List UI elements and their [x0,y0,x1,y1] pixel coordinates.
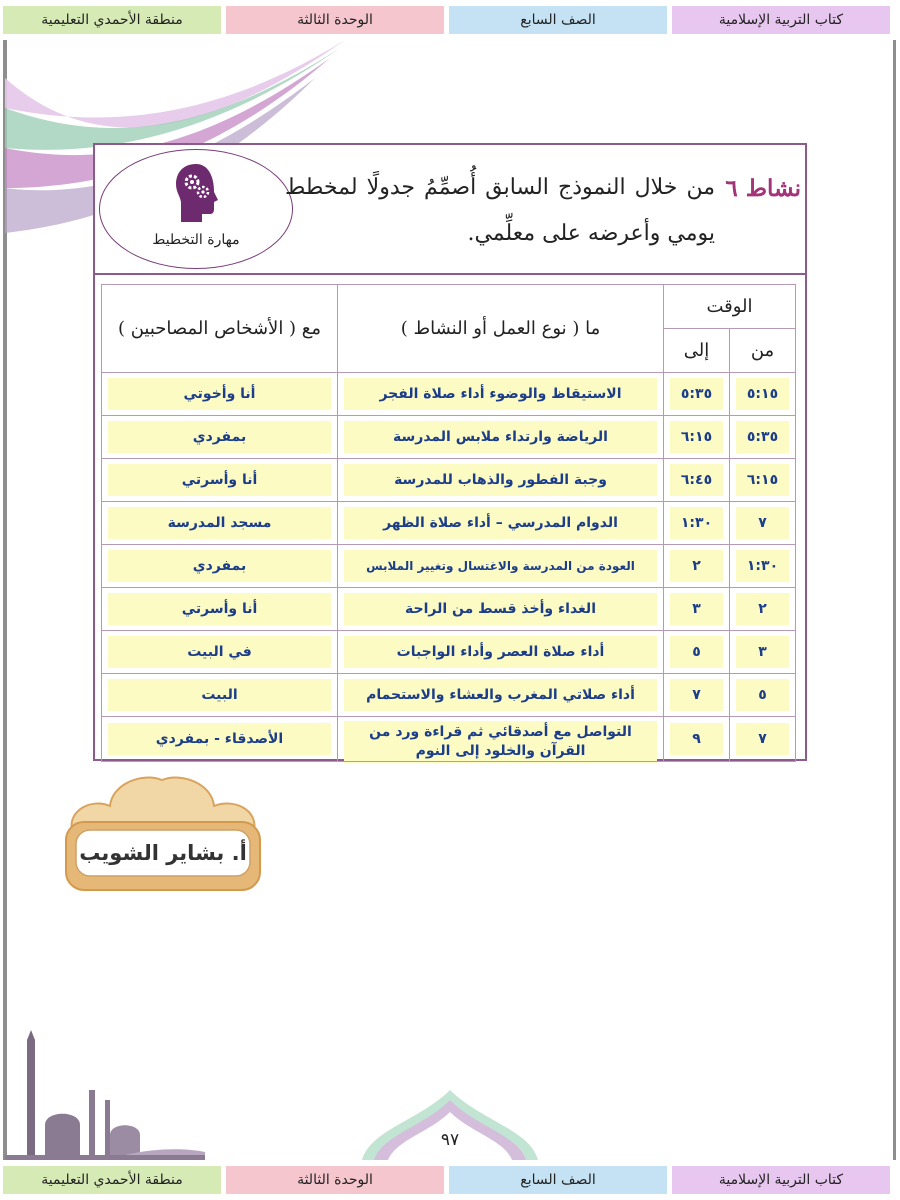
mosque-silhouette [5,1030,205,1160]
table-row [102,674,796,717]
activity-instruction: من خلال النموذج السابق أُصمِّمُ جدولًا لمخطط يومي وأعرضه على معلِّمي. [285,175,715,246]
header-from: من [730,329,796,373]
cell-activity: أداء صلاة العصر وأداء الواجبات [344,636,657,668]
cell-from: ١:٣٠ [736,550,789,582]
cell-activity: وجبة الفطور والذهاب للمدرسة [344,464,657,496]
cell-with: مسجد المدرسة [108,507,331,539]
cell-activity: العودة من المدرسة والاغتسال وتغيير الملابس [344,550,657,582]
cell-from: ٦:١٥ [736,464,789,496]
cell-activity: الدوام المدرسي – أداء صلاة الظهر [344,507,657,539]
daily-schedule-table [101,284,796,762]
cell-to: ١:٣٠ [670,507,723,539]
cell-to: ٦:٤٥ [670,464,723,496]
cell-to: ٥:٣٥ [670,378,723,410]
cell-with: بمفردي [108,421,331,453]
cell-with: أنا وأسرتي [108,593,331,625]
cell-to: ٧ [670,679,723,711]
cell-with: في البيت [108,636,331,668]
head-gears-icon [174,162,220,224]
header-time: الوقت [664,285,796,329]
header-activity: ما ( نوع العمل أو النشاط ) [338,285,664,373]
page-number-dome [360,1090,540,1162]
activity-number: نشاط ٦ [725,175,801,202]
footer-unit: الوحدة الثالثة [226,1166,444,1194]
cell-activity: التواصل مع أصدقائي ثم قراءة ورد من القرآن والخلود إلى النوم [344,721,657,763]
bottom-footer [0,1166,900,1194]
cell-to: ٩ [670,723,723,755]
table-row [102,631,796,674]
cell-from: ٧ [736,507,789,539]
footer-grade: الصف السابع [449,1166,667,1194]
header-unit: الوحدة الثالثة [226,6,444,34]
cell-with: الأصدقاء - بمفردي [108,723,331,755]
cell-to: ٢ [670,550,723,582]
teacher-cloud-frame [62,770,264,896]
teacher-name: أ. بشاير الشويب [79,841,247,865]
header-to: إلى [664,329,730,373]
cell-with: أنا وأخوتي [108,378,331,410]
table-row [102,459,796,502]
footer-region: منطقة الأحمدي التعليمية [3,1166,221,1194]
cell-to: ٦:١٥ [670,421,723,453]
right-margin-rule [893,40,896,1160]
top-header [0,6,900,34]
cell-from: ٢ [736,593,789,625]
cell-to: ٥ [670,636,723,668]
cell-activity: الغداء وأخذ قسط من الراحة [344,593,657,625]
table-row [102,545,796,588]
activity-header [95,145,805,275]
cell-from: ٥ [736,679,789,711]
cell-with: بمفردي [108,550,331,582]
table-row [102,416,796,459]
cell-from: ٥:٣٥ [736,421,789,453]
cell-with: البيت [108,679,331,711]
cell-from: ٥:١٥ [736,378,789,410]
table-row [102,588,796,631]
table-row [102,502,796,545]
table-row [102,373,796,416]
header-book: كتاب التربية الإسلامية [672,6,890,34]
page-number: ٩٧ [440,1130,460,1150]
footer-book: كتاب التربية الإسلامية [672,1166,890,1194]
skill-label: مهارة التخطيط [152,232,240,248]
header-grade: الصف السابع [449,6,667,34]
cell-from: ٣ [736,636,789,668]
cell-with: أنا وأسرتي [108,464,331,496]
header-region: منطقة الأحمدي التعليمية [3,6,221,34]
cell-activity: الاستيقاظ والوضوء أداء صلاة الفجر [344,378,657,410]
cell-activity: أداء صلاتي المغرب والعشاء والاستحمام [344,679,657,711]
header-with: مع ( الأشخاص المصاحبين ) [102,285,338,373]
skill-badge [99,149,293,269]
cell-to: ٣ [670,593,723,625]
table-row [102,717,796,762]
cell-activity: الرياضة وارتداء ملابس المدرسة [344,421,657,453]
cell-from: ٧ [736,723,789,755]
